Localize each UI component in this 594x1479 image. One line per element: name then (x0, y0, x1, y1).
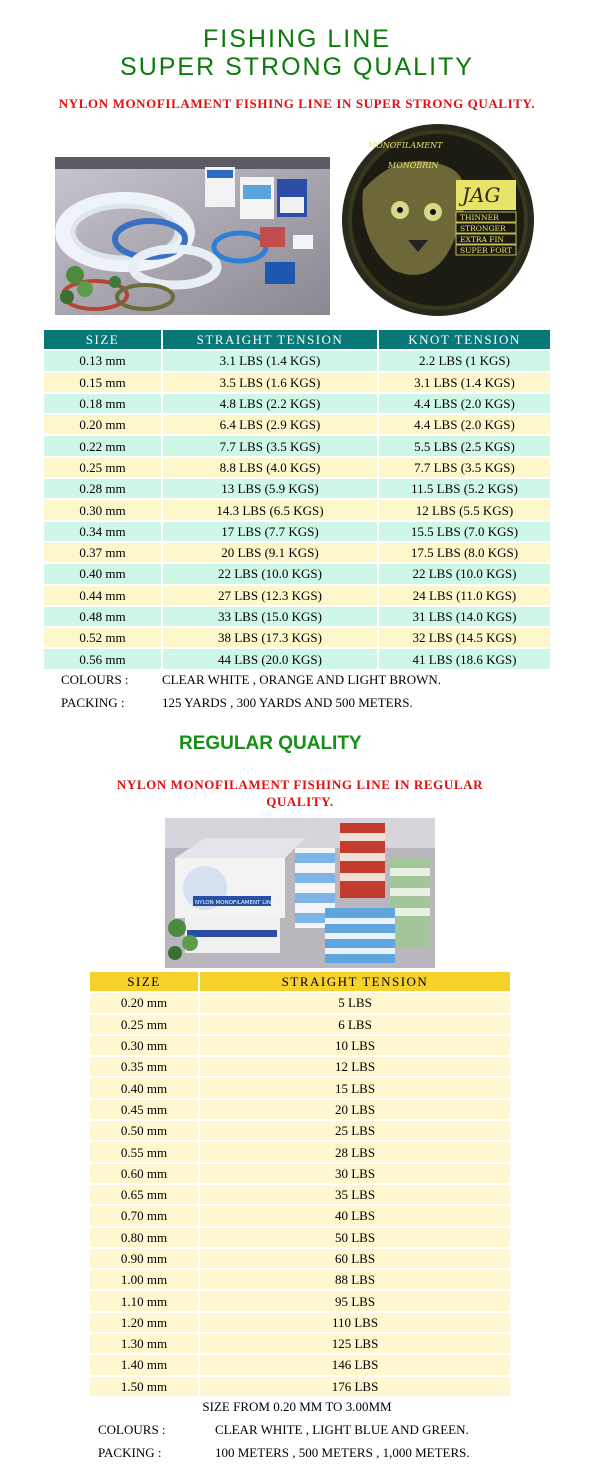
table-cell: 31 LBS (14.0 KGS) (379, 607, 550, 626)
table-cell: 13 LBS (5.9 KGS) (163, 479, 377, 498)
table-row (90, 1036, 510, 1055)
table-cell: 38 LBS (17.3 KGS) (163, 628, 377, 647)
table-cell: 24 LBS (11.0 KGS) (379, 586, 550, 605)
table-cell: 0.25 mm (44, 458, 161, 477)
table-row (90, 1228, 510, 1247)
table-cell: 0.40 mm (90, 1078, 198, 1097)
table-row (44, 373, 550, 392)
header-straight-tension: STRAIGHT TENSION (163, 330, 377, 349)
table-row (44, 543, 550, 562)
regular-colours-label: COLOURS : (98, 1422, 166, 1437)
table-cell: 50 LBS (200, 1228, 510, 1247)
label-jag: JAG (462, 183, 501, 207)
table-cell: 28 LBS (200, 1142, 510, 1161)
table-cell: 88 LBS (200, 1270, 510, 1289)
table-cell: 3.1 LBS (1.4 KGS) (163, 351, 377, 370)
label-thinner: THINNER (460, 213, 499, 222)
table-cell: 1.00 mm (90, 1270, 198, 1289)
label-super-fort: SUPER FORT (460, 246, 512, 255)
table-cell: 0.45 mm (90, 1100, 198, 1119)
header-knot-tension: KNOT TENSION (379, 330, 550, 349)
table-cell: 0.30 mm (44, 500, 161, 519)
table-row (44, 649, 550, 668)
table-cell: 11.5 LBS (5.2 KGS) (379, 479, 550, 498)
table-cell: 17.5 LBS (8.0 KGS) (379, 543, 550, 562)
table-cell: 15 LBS (200, 1078, 510, 1097)
table-cell: 22 LBS (10.0 KGS) (379, 564, 550, 583)
table-cell: 17 LBS (7.7 KGS) (163, 522, 377, 541)
regular-title: REGULAR QUALITY (179, 733, 362, 754)
table-row (90, 1185, 510, 1204)
regular-description-line2: QUALITY. (266, 794, 334, 809)
table-row (90, 1249, 510, 1268)
table-cell: 0.52 mm (44, 628, 161, 647)
table-cell: 4.4 LBS (2.0 KGS) (379, 415, 550, 434)
table-cell: 0.60 mm (90, 1164, 198, 1183)
table-header-row (44, 330, 550, 349)
table-row (90, 1057, 510, 1076)
table-row (44, 500, 550, 519)
table-cell: 0.70 mm (90, 1206, 198, 1225)
table-cell: 10 LBS (200, 1036, 510, 1055)
table-cell: 0.20 mm (44, 415, 161, 434)
table-cell: 95 LBS (200, 1291, 510, 1310)
table-cell: 0.25 mm (90, 1015, 198, 1034)
table-cell: 12 LBS (200, 1057, 510, 1076)
table-cell: 7.7 LBS (3.5 KGS) (163, 436, 377, 455)
regular-description-line1: NYLON MONOFILAMENT FISHING LINE IN REGULAR (116, 777, 484, 792)
table-header-row (90, 972, 510, 991)
super-product-photo (55, 157, 330, 315)
table-cell: 1.20 mm (90, 1313, 198, 1332)
table-cell: 3.5 LBS (1.6 KGS) (163, 373, 377, 392)
table-row (44, 607, 550, 626)
table-row (44, 458, 550, 477)
table-cell: 0.50 mm (90, 1121, 198, 1140)
table-cell: 0.28 mm (44, 479, 161, 498)
table-cell: 0.30 mm (90, 1036, 198, 1055)
label-stronger: STRONGER (460, 224, 506, 233)
table-cell: 0.44 mm (44, 586, 161, 605)
table-cell: 0.13 mm (44, 351, 161, 370)
table-row (44, 394, 550, 413)
table-cell: 0.18 mm (44, 394, 161, 413)
table-cell: 0.22 mm (44, 436, 161, 455)
table-cell: 15.5 LBS (7.0 KGS) (379, 522, 550, 541)
table-cell: 0.65 mm (90, 1185, 198, 1204)
table-cell: 25 LBS (200, 1121, 510, 1140)
table-row (90, 1142, 510, 1161)
table-row (44, 522, 550, 541)
table-cell: 0.55 mm (90, 1142, 198, 1161)
table-cell: 0.48 mm (44, 607, 161, 626)
table-cell: 0.15 mm (44, 373, 161, 392)
regular-description (90, 776, 510, 810)
table-row (44, 351, 550, 370)
table-row (90, 1100, 510, 1119)
table-row (44, 628, 550, 647)
super-tension-table (42, 328, 552, 671)
table-cell: 32 LBS (14.5 KGS) (379, 628, 550, 647)
table-cell: 41 LBS (18.6 KGS) (379, 649, 550, 668)
table-cell: 4.8 LBS (2.2 KGS) (163, 394, 377, 413)
table-cell: 4.4 LBS (2.0 KGS) (379, 394, 550, 413)
table-row (44, 415, 550, 434)
table-row (90, 1078, 510, 1097)
table-cell: 110 LBS (200, 1313, 510, 1332)
super-packing-value: 125 YARDS , 300 YARDS AND 500 METERS. (162, 695, 413, 710)
super-packing-label: PACKING : (61, 695, 125, 710)
table-cell: 6.4 LBS (2.9 KGS) (163, 415, 377, 434)
table-cell: 44 LBS (20.0 KGS) (163, 649, 377, 668)
table-cell: 0.35 mm (90, 1057, 198, 1076)
regular-tension-table (88, 970, 512, 1398)
table-row (90, 1121, 510, 1140)
table-cell: 125 LBS (200, 1334, 510, 1353)
size-range-note: SIZE FROM 0.20 MM TO 3.00MM (202, 1399, 392, 1414)
table-cell: 20 LBS (9.1 KGS) (163, 543, 377, 562)
table-row (44, 479, 550, 498)
table-cell: 12 LBS (5.5 KGS) (379, 500, 550, 519)
super-description: NYLON MONOFILAMENT FISHING LINE IN SUPER STRONG QUALITY. (58, 96, 536, 111)
page-subtitle: SUPER STRONG QUALITY (120, 53, 474, 81)
table-row (90, 1355, 510, 1374)
table-row (90, 1015, 510, 1034)
table-cell: 7.7 LBS (3.5 KGS) (379, 458, 550, 477)
label-monobrin: MONOBRIN (388, 161, 439, 170)
table-cell: 40 LBS (200, 1206, 510, 1225)
table-cell: 1.10 mm (90, 1291, 198, 1310)
header-straight-tension: STRAIGHT TENSION (200, 972, 510, 991)
label-extra-fin: EXTRA FIN (460, 235, 504, 244)
table-cell: 5 LBS (200, 993, 510, 1012)
table-cell: 14.3 LBS (6.5 KGS) (163, 500, 377, 519)
table-cell: 30 LBS (200, 1164, 510, 1183)
table-row (90, 993, 510, 1012)
table-cell: 0.90 mm (90, 1249, 198, 1268)
label-monofilament: MONOFILAMENT (368, 141, 443, 150)
table-cell: 3.1 LBS (1.4 KGS) (379, 373, 550, 392)
table-cell: 2.2 LBS (1 KGS) (379, 351, 550, 370)
table-cell: 0.80 mm (90, 1228, 198, 1247)
regular-packing-value: 100 METERS , 500 METERS , 1,000 METERS. (215, 1445, 470, 1460)
table-row (90, 1334, 510, 1353)
page-title: FISHING LINE (203, 25, 391, 53)
super-colours-label: COLOURS : (61, 672, 129, 687)
table-cell: 27 LBS (12.3 KGS) (163, 586, 377, 605)
table-row (44, 436, 550, 455)
table-cell: 1.30 mm (90, 1334, 198, 1353)
table-row (90, 1206, 510, 1225)
table-cell: 5.5 LBS (2.5 KGS) (379, 436, 550, 455)
table-row (90, 1291, 510, 1310)
table-cell: 35 LBS (200, 1185, 510, 1204)
table-cell: 0.20 mm (90, 993, 198, 1012)
jag-spool-photo (338, 120, 538, 320)
table-cell: 1.50 mm (90, 1377, 198, 1396)
table-cell: 22 LBS (10.0 KGS) (163, 564, 377, 583)
table-cell: 0.37 mm (44, 543, 161, 562)
header-size: SIZE (44, 330, 161, 349)
header-size: SIZE (90, 972, 198, 991)
table-row (44, 564, 550, 583)
regular-packing-label: PACKING : (98, 1445, 162, 1460)
table-cell: 176 LBS (200, 1377, 510, 1396)
table-cell: 8.8 LBS (4.0 KGS) (163, 458, 377, 477)
table-row (90, 1270, 510, 1289)
regular-colours-value: CLEAR WHITE , LIGHT BLUE AND GREEN. (215, 1422, 469, 1437)
regular-product-photo (165, 818, 435, 968)
table-cell: 20 LBS (200, 1100, 510, 1119)
table-cell: 146 LBS (200, 1355, 510, 1374)
table-cell: 33 LBS (15.0 KGS) (163, 607, 377, 626)
table-cell: 0.40 mm (44, 564, 161, 583)
table-cell: 0.34 mm (44, 522, 161, 541)
table-row (44, 586, 550, 605)
box-label: NYLON MONOFILAMENT LINE (195, 900, 275, 906)
table-row (90, 1164, 510, 1183)
table-cell: 60 LBS (200, 1249, 510, 1268)
table-row (90, 1313, 510, 1332)
table-cell: 6 LBS (200, 1015, 510, 1034)
table-cell: 1.40 mm (90, 1355, 198, 1374)
super-colours-value: CLEAR WHITE , ORANGE AND LIGHT BROWN. (162, 672, 441, 687)
table-cell: 0.56 mm (44, 649, 161, 668)
table-row (90, 1377, 510, 1396)
